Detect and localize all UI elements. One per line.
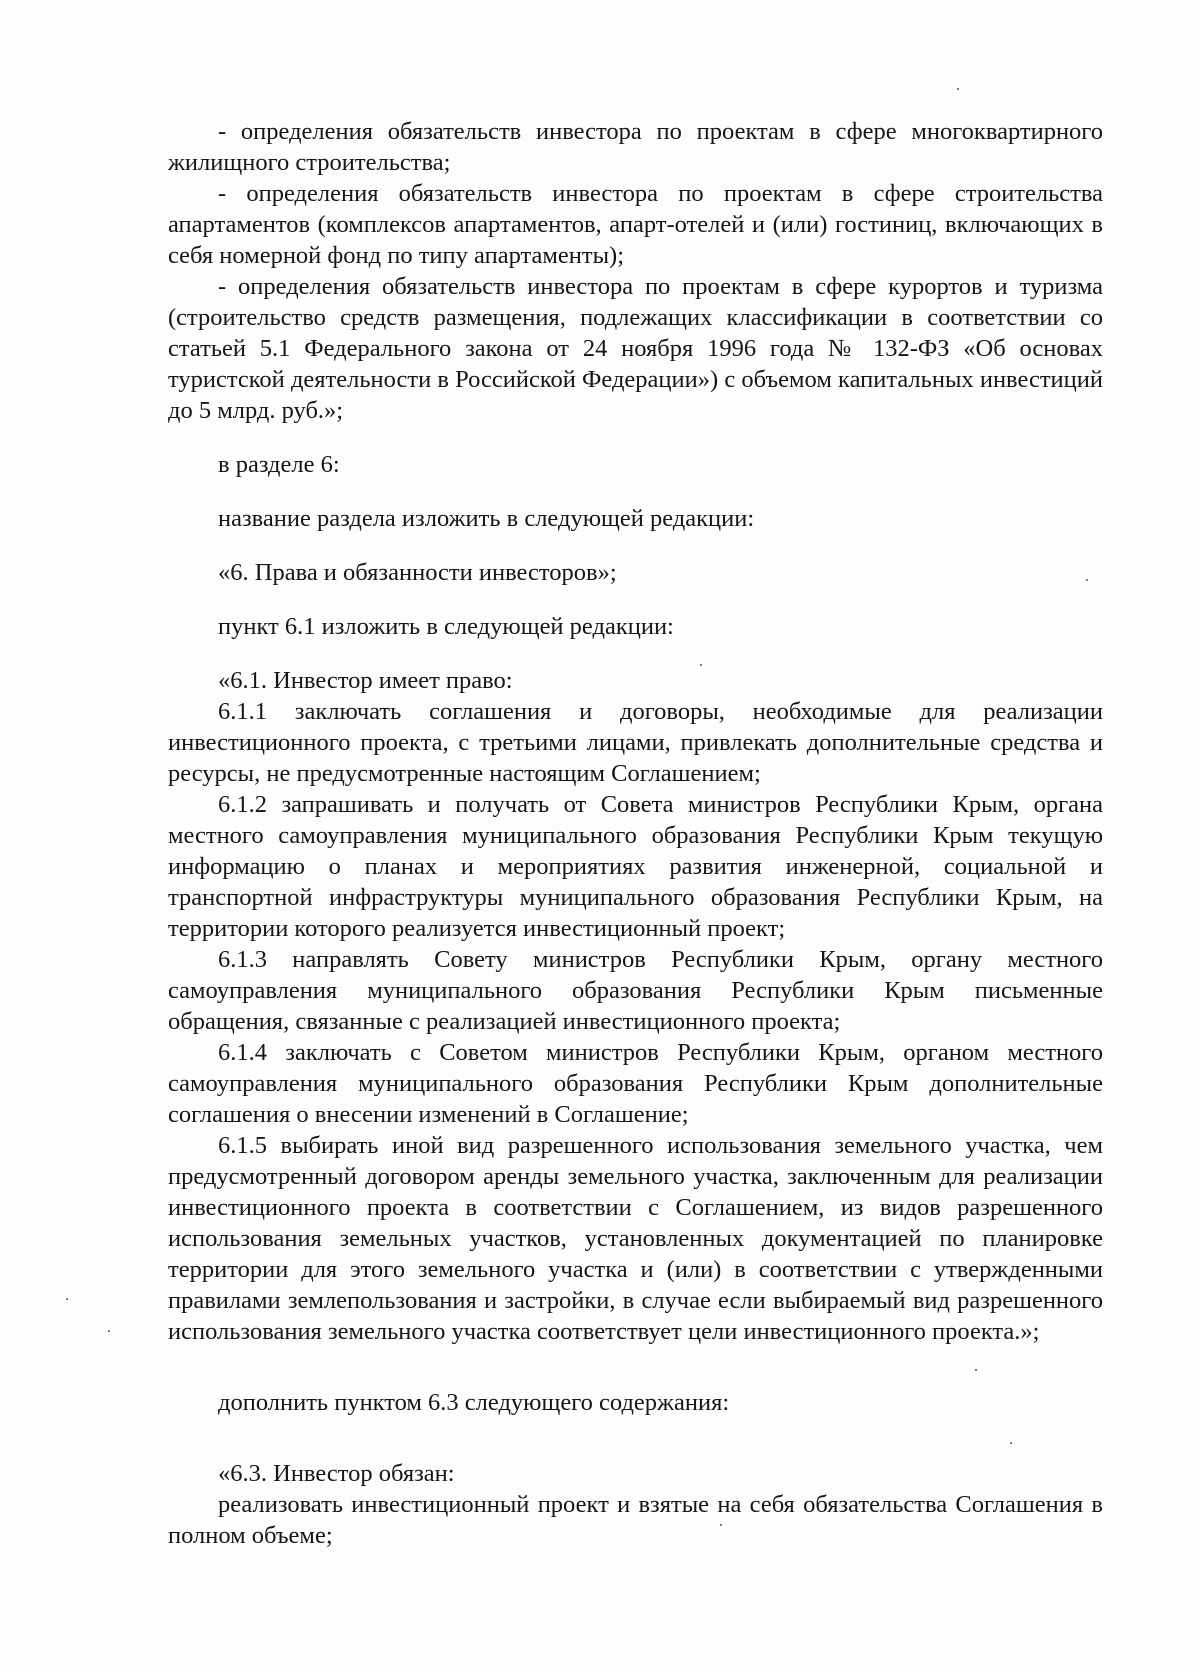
- paragraph-clause-6-3-obligation: реализовать инвестиционный проект и взятые на себя обязательства Соглашения в полном объеме;: [168, 1491, 1103, 1549]
- paragraph-clause-6-3-instruction: дополнить пунктом 6.3 следующего содержания:: [218, 1389, 730, 1416]
- scan-speck: [957, 88, 959, 90]
- spacer: [168, 588, 1103, 611]
- scan-speck: [1010, 1442, 1012, 1444]
- paragraph-clause-6-1-3: 6.1.3 направлять Совету министров Республики Крым, органу местного самоуправления муниципального образования Республики Крым письменные обращения, связанные с реализацией инвестиционного проекта;: [168, 946, 1103, 1035]
- spacer: [168, 534, 1103, 557]
- scan-speck: [700, 664, 702, 666]
- scan-speck: [108, 1330, 110, 1332]
- paragraph-obligations-apartments: - определения обязательств инвестора по проектам в сфере строительства апартаментов (комплексов апартаментов, апарт-отелей и (или) гостиниц, включающих в себя номерной фонд по типу апартаменты);: [168, 180, 1103, 269]
- paragraph-clause-6-1-4: 6.1.4 заключать с Советом министров Республики Крым, органом местного самоуправления муниципального образования Республики Крым дополнительные соглашения о внесении изменений в Соглашение;: [168, 1039, 1103, 1128]
- paragraph-clause-6-3-heading: «6.3. Инвестор обязан:: [218, 1460, 455, 1487]
- paragraph-clause-6-1-instruction: пункт 6.1 изложить в следующей редакции:: [218, 613, 674, 640]
- paragraph-clause-6-1-5: 6.1.5 выбирать иной вид разрешенного использования земельного участка, чем предусмотренный договором аренды земельного участка, заключенным для реализации инвестиционного проекта в соответствии с Соглашением, из видов разрешенного использования земельных участков, установленных документацией по планировке территории для этого земельного участка и (или) в соответствии с утвержденными правилами землепользования и застройки, в случае если выбираемый вид разрешенного использования земельного участка соответствует цели инвестиционного проекта.»;: [168, 1132, 1103, 1345]
- paragraph-section-6-title: «6. Права и обязанности инвесторов»;: [218, 559, 617, 586]
- paragraph-obligations-housing: - определения обязательств инвестора по проектам в сфере многоквартирного жилищного строительства;: [168, 118, 1103, 176]
- spacer: [168, 642, 1103, 665]
- paragraph-clause-6-1-heading: «6.1. Инвестор имеет право:: [218, 667, 513, 694]
- spacer: [168, 1347, 1103, 1387]
- scan-speck: [975, 1369, 977, 1371]
- paragraph-obligations-tourism: - определения обязательств инвестора по проектам в сфере курортов и туризма (строительство средств размещения, подлежащих классификации в соответствии со статьей 5.1 Федерального закона от 24 ноября 1996 года № 132-ФЗ «Об основах туристской деятельности в Российской Федерации») с объемом капитальных инвестиций до 5 млрд. руб.»;: [168, 273, 1103, 424]
- paragraph-clause-6-1-2: 6.1.2 запрашивать и получать от Совета министров Республики Крым, органа местного самоуправления муниципального образования Республики Крым текущую информацию о планах и мероприятиях развития инженерной, социальной и транспортной инфраструктуры муниципального образования Республики Крым, на территории которого реализуется инвестиционный проект;: [168, 791, 1103, 942]
- scan-speck: [66, 1298, 68, 1300]
- document-body: [168, 116, 1103, 1551]
- paragraph-clause-6-1-1: 6.1.1 заключать соглашения и договоры, необходимые для реализации инвестиционного проекта, с третьими лицами, привлекать дополнительные средства и ресурсы, не предусмотренные настоящим Соглашением;: [168, 698, 1103, 787]
- spacer: [168, 1418, 1103, 1458]
- spacer: [168, 480, 1103, 503]
- paragraph-section-6-intro: в разделе 6:: [218, 451, 340, 478]
- scan-speck: [1086, 579, 1088, 581]
- spacer: [168, 426, 1103, 449]
- paragraph-section-title-instruction: название раздела изложить в следующей редакции:: [218, 505, 755, 532]
- scan-speck: [720, 1524, 722, 1526]
